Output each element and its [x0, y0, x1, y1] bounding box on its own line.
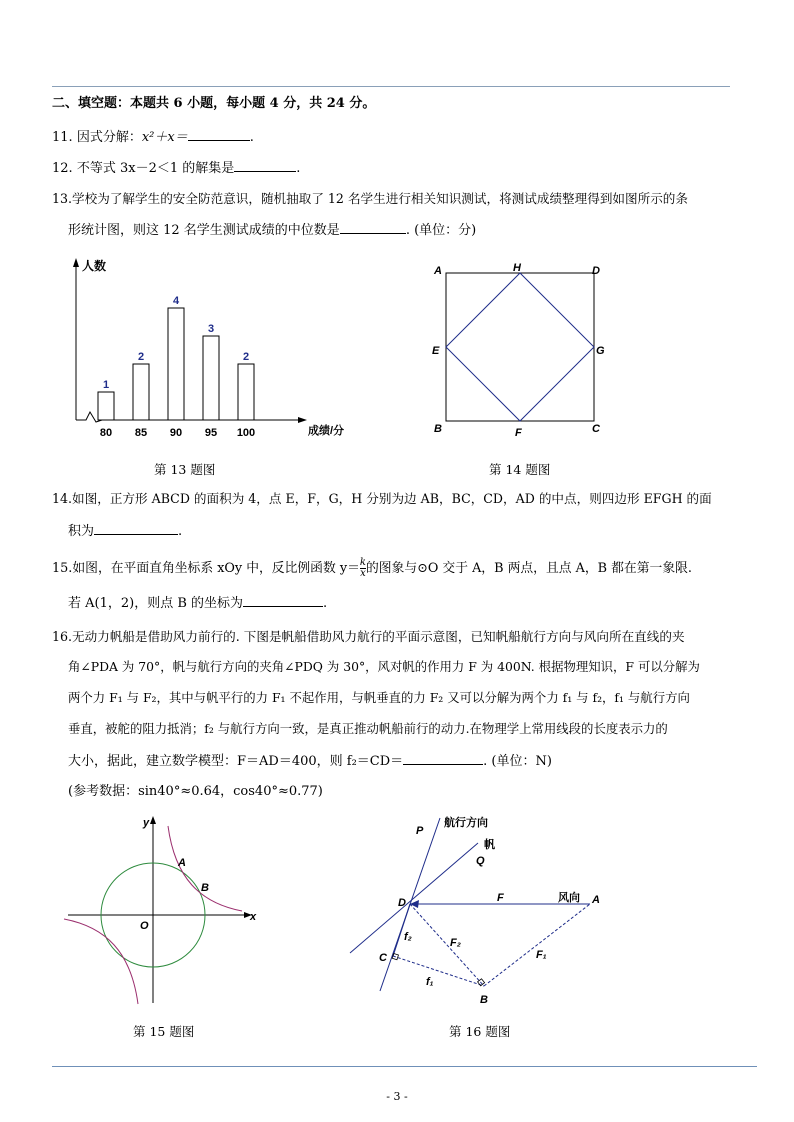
- section-title: 二、填空题：本题共 6 小题，每小题 4 分，共 24 分。: [52, 96, 376, 111]
- question-13-line1: 13.学校为了解学生的安全防范意识，随机抽取了 12 名学生进行相关知识测试，将测试成绩整理得到如图所示的条: [52, 191, 688, 206]
- question-16-reference: (参考数据：sin40°≈0.64，cos40°≈0.77): [68, 784, 323, 799]
- answer-blank[interactable]: [234, 158, 296, 172]
- data-label-85: 2: [137, 351, 145, 363]
- question-15-line2: 若 A(1，2)，则点 B 的坐标为 .: [68, 593, 327, 613]
- force-diagram-fig16: [340, 808, 610, 1008]
- label-A: A: [592, 894, 600, 906]
- data-label-100: 2: [242, 351, 250, 363]
- label-B: B: [434, 423, 442, 435]
- label-sail: 帆: [484, 839, 495, 851]
- data-label-80: 1: [102, 379, 110, 391]
- fig13-caption: 第 13 题图: [154, 462, 216, 477]
- label-C: C: [592, 423, 600, 435]
- label-wind: 风向: [558, 892, 580, 904]
- question-16-line2: 角∠PDA 为 70°，帆与航行方向的夹角∠PDQ 为 30°，风对帆的作用力 F 为 400N. 根据物理知识，F 可以分解为: [68, 659, 700, 674]
- label-E: E: [432, 345, 440, 357]
- label-F: F: [497, 892, 504, 904]
- fig15-caption: 第 15 题图: [133, 1024, 195, 1039]
- question-16-line3: 两个力 F₁ 与 F₂，其中与帆平行的力 F₁ 不起作用，与帆垂直的力 F₂ 又可以分解为两个力 f₁ 与 f₂，f₁ 与航行方向: [68, 690, 690, 705]
- answer-blank[interactable]: [94, 521, 178, 535]
- answer-blank[interactable]: [188, 127, 250, 141]
- x-axis-arrow: [298, 417, 307, 423]
- label-B: B: [480, 994, 488, 1006]
- coordinate-figure-fig15: [60, 808, 270, 1008]
- bottom-rule: [52, 1066, 757, 1067]
- question-13-line2: 形统计图，则这 12 名学生测试成绩的中位数是 . (单位：分): [68, 220, 476, 240]
- label-f2: f₂: [404, 931, 412, 943]
- label-f1: f₁: [426, 976, 434, 988]
- force-f2-line: [393, 904, 410, 956]
- x-axis-label: 成绩/分: [308, 425, 345, 437]
- label-F2: F₂: [450, 937, 461, 949]
- top-rule: [52, 86, 730, 87]
- answer-blank[interactable]: [340, 220, 406, 234]
- square-figure-fig14: [424, 256, 614, 442]
- label-O: O: [140, 920, 149, 932]
- label-C: C: [379, 952, 387, 964]
- data-label-95: 3: [207, 323, 215, 335]
- question-11: 11. 因式分解：x²＋x＝ .: [52, 127, 254, 147]
- bar-95: [203, 336, 219, 420]
- question-12: 12. 不等式 3x－2＜1 的解集是 .: [52, 158, 300, 178]
- page-number: - 3 -: [386, 1090, 408, 1103]
- fig14-caption: 第 14 题图: [489, 462, 551, 477]
- tick-label-95: 95: [204, 427, 218, 439]
- answer-blank[interactable]: [243, 593, 323, 607]
- tick-label-90: 90: [169, 427, 183, 439]
- bar-85: [133, 364, 149, 420]
- data-label-90: 4: [172, 295, 180, 307]
- label-F: F: [515, 427, 522, 439]
- tick-label-85: 85: [134, 427, 148, 439]
- question-16-line4: 垂直，被舵的阻力抵消；f₂ 与航行方向一致，是真正推动帆船前行的动力.在物理学上常用线段的长度表示力的: [68, 721, 668, 736]
- bar-chart-fig13: [62, 252, 345, 442]
- bar-80: [98, 392, 114, 420]
- label-H: H: [513, 262, 521, 274]
- label-x: x: [250, 911, 257, 923]
- label-F1: F₁: [536, 949, 547, 961]
- question-16-line1: 16.无动力帆船是借助风力前行的. 下图是帆船借助风力航行的平面示意图，已知帆船航行方向与风向所在直线的夹: [52, 629, 685, 644]
- question-15-line1: 15.如图，在平面直角坐标系 xOy 中，反比例函数 y＝ $\frac{k}{x}$ 的图象与⊙O 交于 A，B 两点，且点 A，B 都在第一象限.: [52, 557, 692, 579]
- bar-90: [168, 308, 184, 420]
- tick-label-80: 80: [99, 427, 113, 439]
- label-G: G: [596, 345, 605, 357]
- label-P: P: [416, 825, 424, 837]
- label-y: y: [143, 817, 150, 829]
- label-D: D: [398, 897, 406, 909]
- label-heading: 航行方向: [444, 817, 488, 829]
- label-Q: Q: [476, 855, 485, 867]
- y-axis-arrow: [73, 258, 79, 267]
- bar-100: [238, 364, 254, 420]
- question-14-line1: 14.如图，正方形 ABCD 的面积为 4，点 E，F，G，H 分别为边 AB，BC，CD，AD 的中点，则四边形 EFGH 的面: [52, 491, 712, 506]
- fraction-k-over-x: $\frac{k}{x}$: [359, 557, 366, 579]
- answer-blank[interactable]: [403, 751, 483, 765]
- label-A: A: [434, 265, 442, 277]
- fig16-caption: 第 16 题图: [449, 1024, 511, 1039]
- question-16-line5: 大小，据此，建立数学模型：F＝AD＝400，则 f₂＝CD＝ . (单位：N): [68, 751, 552, 771]
- force-F1-line: [484, 904, 590, 986]
- question-14-line2: 积为 .: [68, 521, 182, 541]
- tick-label-100: 100: [236, 427, 256, 439]
- label-D: D: [592, 265, 600, 277]
- label-B: B: [201, 882, 209, 894]
- label-A: A: [178, 857, 186, 869]
- hyperbola-branch-q3: [64, 919, 138, 1004]
- y-axis-label: 人数: [82, 259, 107, 273]
